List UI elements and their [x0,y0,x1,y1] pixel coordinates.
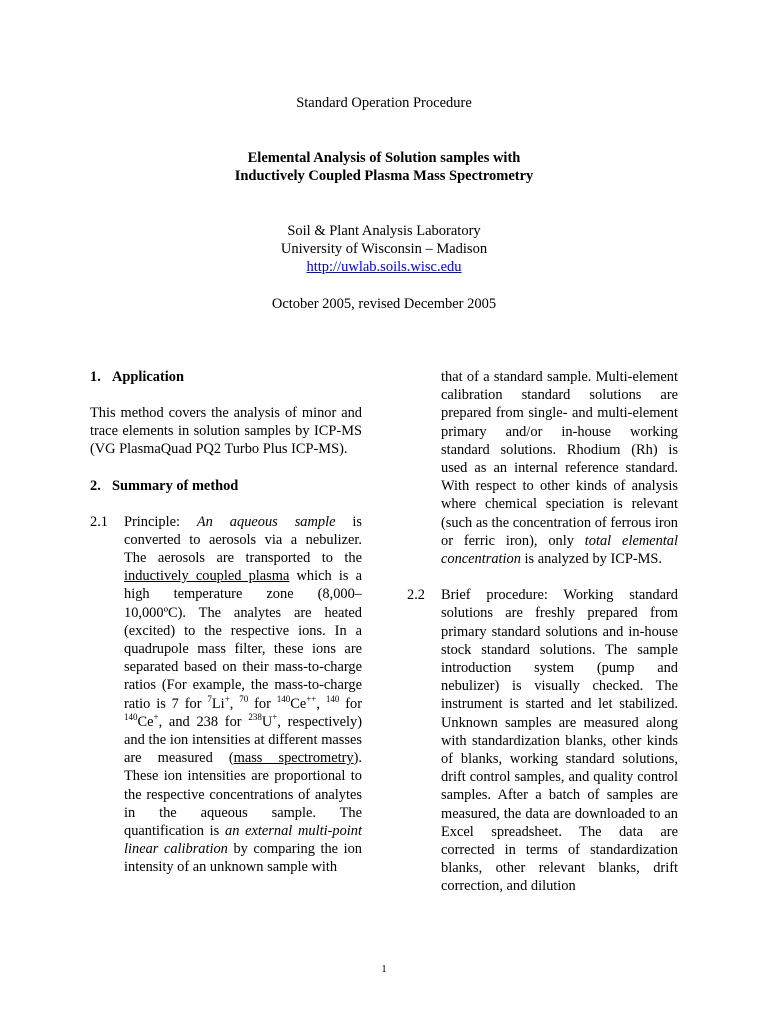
inductively-coupled-plasma-term: inductively coupled plasma [124,568,290,585]
section-1-number: 1. [90,369,101,385]
org-line-2: University of Wisconsin – Madison [280,241,488,257]
page-number: 1 [381,963,387,975]
item-2-1 [90,513,362,877]
lab-url-row [0,258,768,276]
section-2-title: Summary of method [112,477,239,494]
section-2-heading [90,477,362,495]
doc-date: October 2005, revised December 2005 [271,296,497,312]
item-2-1-number: 2.1 [90,513,108,530]
item-2-2-body: Brief procedure: Working standard solutions are freshly prepared from primary standard solutions and in-house stock standard solutions. The sample introduction system (pump and nebulizer) is visually checked. The instrument is started and let stabilized. Unknown samples are measured along with standardization blanks, other kinds of blanks, working standard solutions, drift control samples, and quality control samples. After a batch of samples are measured, the data are downloaded to an Excel spreadsheet. The data are corrected in terms of standardization blanks, other relevant blanks, drift correction, and dilution [441,587,678,895]
section-1-heading [90,368,362,386]
section-1-title: Application [112,369,184,385]
section-2-number: 2. [90,477,101,494]
item-2-1-body: Principle: An aqueous sample is converted to aerosols via a nebulizer. The aerosols are transported to the inductively coupled plasma which is a high temperature zone (8,000–10,000ºC). The analytes are heated (excited) to the respective ions. In a quadrupole mass filter, these ions are separated based on their mass-to-charge ratios (For example, the mass-to-charge ratio is 7 for $^7$Li+, $^{70}$ for $^{140}$Ce++, $^{140}$ for $^{140}$Ce+, and 238 for $^{238}$U+, respectively) and the ion intensities at different masses are measured (mass spectrometry). These ion intensities are proportional to the respective concentrations of analytes in the aqueous sample. The quantification is an external multi-point linear calibration by comparing the ion intensity of an unknown sample with [124,513,362,876]
right-column [407,368,678,896]
lab-url-link[interactable]: http://uwlab.soils.wisc.edu [306,259,462,275]
title-line-2: Inductively Coupled Plasma Mass Spectrometry [234,168,534,184]
mass-spectrometry-term: mass spectrometry [233,750,354,767]
item-2-2 [407,586,678,895]
item-2-1-continued-body: that of a standard sample. Multi-element calibration standard solutions are prepared from single- and multi-element primary and/or in-house working standard solutions. Rhodium (Rh) is used as an internal reference standard. With respect to other kinds of analysis where chemical speciation is relevant (such as the concentration of ferrous iron or ferric iron), only total elemental concentration is analyzed by ICP-MS. [441,369,678,568]
doc-type: Standard Operation Procedure [296,95,472,111]
item-2-1-continued [407,368,678,568]
section-1-body: This method covers the analysis of minor and trace elements in solution samples by ICP-MS (VG PlasmaQuad PQ2 Turbo Plus ICP-MS). [90,405,362,458]
left-column [90,368,362,877]
title-line-1: Elemental Analysis of Solution samples with [247,150,521,166]
org-line-1: Soil & Plant Analysis Laboratory [287,223,481,239]
item-2-2-number: 2.2 [407,587,425,604]
